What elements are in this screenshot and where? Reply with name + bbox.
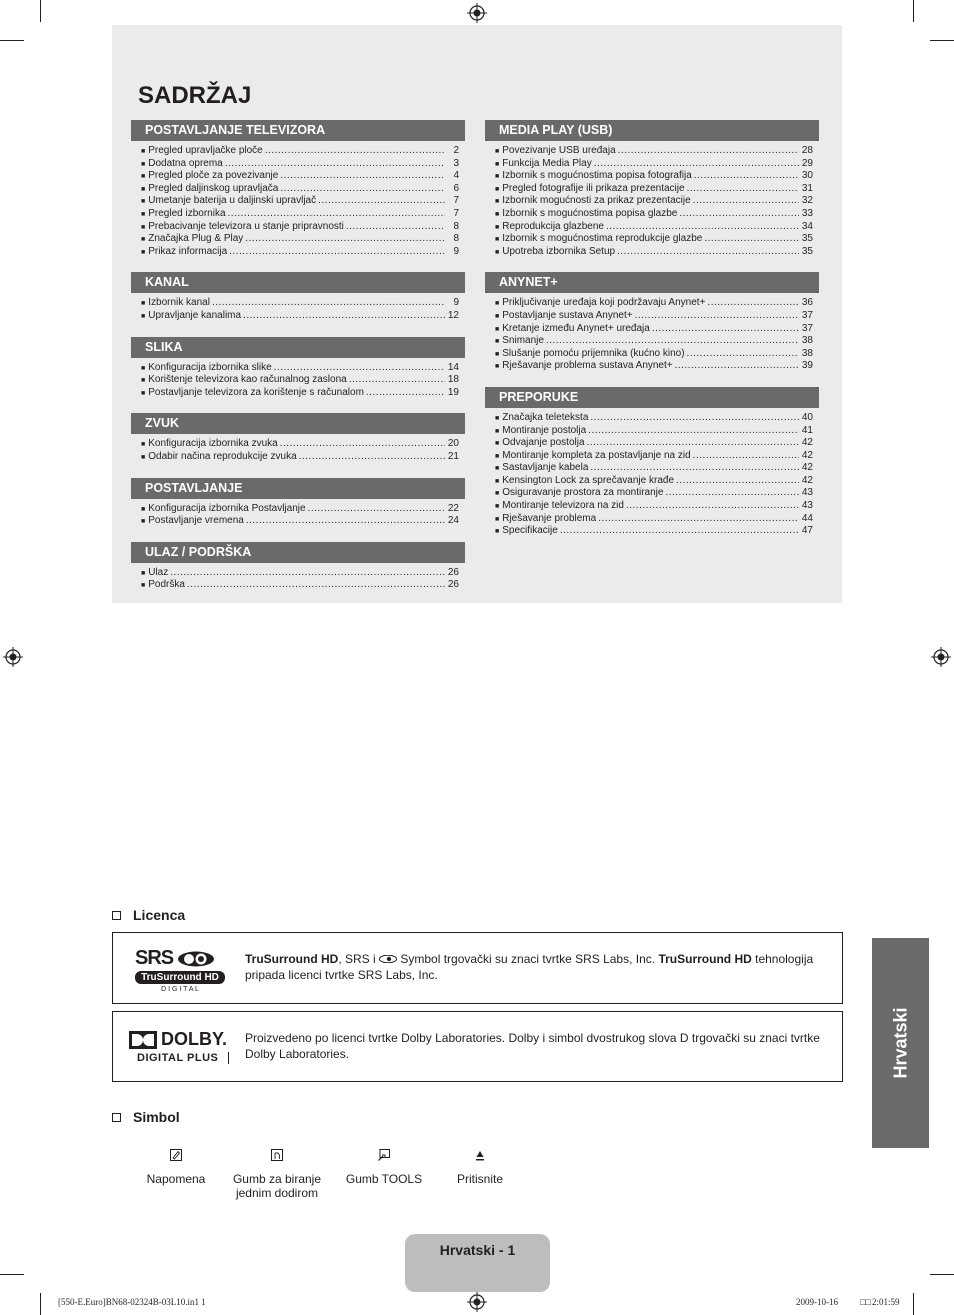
- dot-leader: [652, 323, 799, 336]
- toc-entry[interactable]: [485, 525, 819, 538]
- toc-section: [485, 272, 819, 381]
- toc-entry[interactable]: [485, 425, 819, 438]
- bullet-icon: ■: [495, 173, 500, 181]
- toc-entry-label: Postavljanje televizora za korištenje s računalom: [148, 386, 364, 398]
- dot-leader: [693, 195, 799, 208]
- bullet-icon: ■: [495, 440, 500, 448]
- bullet-icon: ■: [141, 377, 146, 385]
- symbol-tools-button: Gumb TOOLS: [340, 1148, 428, 1186]
- dot-leader: [606, 221, 799, 234]
- toc-entry[interactable]: [485, 233, 819, 246]
- dot-leader: [617, 246, 799, 259]
- footer-time-mark: □□: [860, 1297, 871, 1307]
- toc-entry-page: 9: [453, 245, 459, 257]
- toc-entry-label: Osiguravanje prostora za montiranje: [502, 487, 664, 499]
- bullet-icon: ■: [495, 338, 500, 346]
- language-side-tab: Hrvatski: [872, 938, 929, 1148]
- dot-leader: [212, 297, 445, 310]
- dot-leader: [170, 567, 445, 580]
- toc-entry-label: Izbornik kanal: [148, 297, 210, 309]
- toc-entry-page: 32: [801, 195, 813, 207]
- toc-entry[interactable]: [131, 208, 465, 221]
- bullet-icon: ■: [495, 198, 500, 206]
- dot-leader: [280, 170, 445, 183]
- bullet-icon: ■: [495, 160, 500, 168]
- toc-section-heading: POSTAVLJANJE: [131, 478, 465, 499]
- toc-section-heading: ZVUK: [131, 413, 465, 434]
- bullet-icon: ■: [141, 173, 146, 181]
- toc-entry[interactable]: [131, 515, 465, 528]
- toc-entry-page: 29: [801, 157, 813, 169]
- dot-leader: [618, 145, 799, 158]
- bullet-icon: ■: [141, 582, 146, 590]
- toc-entry-page: 42: [801, 437, 813, 449]
- toc-entry-label: Pregled ploče za povezivanje: [148, 170, 279, 182]
- bullet-icon: ■: [495, 503, 500, 511]
- press-icon: [473, 1148, 487, 1162]
- note-icon: [169, 1148, 183, 1162]
- toc-entry[interactable]: [485, 487, 819, 500]
- bullet-icon: ■: [141, 148, 146, 155]
- bullet-icon: ■: [495, 248, 500, 256]
- toc-entry-label: Izbornik mogućnosti za prikaz prezentacije: [502, 195, 691, 207]
- toc-entry-page: 31: [801, 182, 813, 194]
- toc-entry-page: 12: [447, 309, 459, 321]
- bullet-icon: ■: [495, 515, 500, 523]
- toc-entry[interactable]: [485, 513, 819, 526]
- registration-mark-icon: [3, 647, 23, 667]
- toc-entry[interactable]: [485, 221, 819, 234]
- toc-section-heading: ULAZ / PODRŠKA: [131, 542, 465, 563]
- toc-entry[interactable]: [131, 195, 465, 208]
- toc-entry-page: 8: [453, 220, 459, 232]
- toc-section: [131, 542, 465, 600]
- toc-entry-label: Kensington Lock za sprečavanje krađe: [502, 474, 675, 486]
- bullet-icon: ■: [495, 148, 500, 155]
- toc-entry[interactable]: [485, 450, 819, 463]
- toc-entry[interactable]: [485, 297, 819, 310]
- toc-entry-label: Konfiguracija izbornika zvuka: [148, 438, 278, 450]
- toc-entry[interactable]: [485, 310, 819, 323]
- bullet-icon: ■: [495, 427, 500, 435]
- srs-licence-box: [112, 932, 843, 1004]
- toc-entry[interactable]: [131, 579, 465, 592]
- toc-entry-label: Podrška: [148, 579, 185, 591]
- toc-entry-label: Funkcija Media Play: [502, 157, 592, 169]
- toc-entry-label: Reprodukcija glazbene: [502, 220, 604, 232]
- dot-leader: [590, 462, 799, 475]
- bullet-icon: ■: [141, 236, 146, 244]
- dot-leader: [245, 233, 445, 246]
- toc-entry-label: Pregled izbornika: [148, 207, 226, 219]
- toc-entry-label: Postavljanje sustava Anynet+: [502, 309, 633, 321]
- toc-entry-page: 26: [447, 579, 459, 591]
- dolby-double-d-icon: [129, 1031, 157, 1049]
- dot-leader: [635, 310, 799, 323]
- bullet-icon: ■: [495, 452, 500, 460]
- toc-entry-page: 37: [801, 322, 813, 334]
- toc-entry-label: Montiranje televizora na zid: [502, 500, 624, 512]
- toc-entry-page: 42: [801, 474, 813, 486]
- toc-entry-page: 2: [453, 145, 459, 156]
- toc-entry-label: Upravljanje kanalima: [148, 309, 242, 321]
- toc-entry-page: 36: [801, 297, 813, 309]
- toc-entry-label: Rješavanje problema sustava Anynet+: [502, 360, 673, 372]
- toc-entry-label: Izbornik s mogućnostima popisa fotografija: [502, 170, 692, 182]
- dot-leader: [560, 525, 799, 538]
- page-number: Hrvatski - 1: [439, 1242, 516, 1258]
- toc-section: [131, 337, 465, 408]
- toc-section-heading: SLIKA: [131, 337, 465, 358]
- toc-section: [131, 413, 465, 471]
- toc-entry[interactable]: [485, 462, 819, 475]
- toc-section: [485, 387, 819, 546]
- bullet-icon: ■: [141, 223, 146, 231]
- bullet-icon: ■: [141, 364, 146, 372]
- bullet-icon: ■: [141, 389, 146, 397]
- dot-leader: [187, 579, 445, 592]
- toc-entry-page: 37: [801, 309, 813, 321]
- dot-leader: [318, 195, 445, 208]
- toc-entry-label: Upotreba izbornika Setup: [502, 245, 616, 257]
- bullet-icon: ■: [495, 312, 500, 320]
- dot-leader: [676, 475, 799, 488]
- dot-leader: [229, 246, 445, 259]
- toc-section: [131, 120, 465, 266]
- one-touch-button-icon: [270, 1148, 284, 1162]
- bullet-icon: ■: [141, 160, 146, 168]
- dot-leader: [594, 158, 799, 171]
- dot-leader: [265, 145, 445, 158]
- toc-entry-label: Priključivanje uređaja koji podržavaju Anynet+: [502, 297, 706, 309]
- toc-entry-page: 24: [447, 515, 459, 527]
- bullet-icon: ■: [495, 350, 500, 358]
- dot-leader: [228, 208, 446, 221]
- toc-entry-label: Povezivanje USB uređaja: [502, 145, 616, 156]
- dot-leader: [280, 438, 445, 451]
- toc-entry-page: 42: [801, 462, 813, 474]
- dot-leader: [274, 362, 445, 375]
- toc-section-heading: POSTAVLJANJE TELEVIZORA: [131, 120, 465, 141]
- dot-leader: [587, 437, 799, 450]
- toc-entry-page: 7: [453, 195, 459, 207]
- toc-entry[interactable]: [485, 323, 819, 336]
- tools-button-icon: [377, 1148, 391, 1162]
- toc-entry-page: 8: [453, 233, 459, 245]
- dot-leader: [366, 387, 445, 400]
- toc-entry-label: Snimanje: [502, 335, 544, 347]
- toc-right-column: [485, 120, 819, 552]
- toc-entry-label: Montiranje kompleta za postavljanje na zid: [502, 449, 691, 461]
- toc-entry-page: 35: [801, 233, 813, 245]
- footer-time: 2:01:59: [872, 1297, 900, 1307]
- toc-entry[interactable]: [131, 158, 465, 171]
- toc-entry-label: Rješavanje problema: [502, 512, 597, 524]
- toc-entry[interactable]: [131, 567, 465, 580]
- toc-entry[interactable]: [485, 360, 819, 373]
- toc-entry-label: Slušanje pomoću prijemnika (kućno kino): [502, 347, 685, 359]
- toc-entry[interactable]: [485, 145, 819, 158]
- toc-entry[interactable]: [485, 412, 819, 425]
- toc-entry-page: 14: [447, 361, 459, 373]
- registration-mark-icon: [467, 3, 487, 23]
- toc-section-heading: ANYNET+: [485, 272, 819, 293]
- toc-entry-page: 26: [447, 566, 459, 578]
- toc-entry-label: Postavljanje vremena: [148, 515, 244, 527]
- toc-entry-label: Konfiguracija izbornika slike: [148, 361, 272, 373]
- toc-entry-page: 47: [801, 525, 813, 537]
- toc-entry-page: 3: [453, 157, 459, 169]
- toc-entry-page: 7: [453, 207, 459, 219]
- toc-entry-page: 28: [801, 145, 813, 156]
- toc-entry-label: Značajka Plug & Play: [148, 233, 244, 245]
- toc-entry-page: 38: [801, 335, 813, 347]
- toc-entry-label: Prikaz informacija: [148, 245, 228, 257]
- toc-entry-page: 18: [447, 374, 459, 386]
- dot-leader: [246, 515, 445, 528]
- bullet-icon: ■: [141, 300, 146, 308]
- dot-leader: [243, 310, 445, 323]
- registration-mark-icon: [467, 1292, 487, 1312]
- toc-section: [131, 272, 465, 330]
- bullet-icon: ■: [495, 363, 500, 371]
- toc-entry-label: Ulaz: [148, 566, 169, 578]
- bullet-icon: ■: [495, 236, 500, 244]
- bullet-icon: ■: [141, 185, 146, 193]
- bullet-icon: ■: [141, 569, 146, 577]
- bullet-icon: ■: [141, 248, 146, 256]
- bullet-icon: ■: [141, 505, 146, 513]
- toc-entry-page: 38: [801, 347, 813, 359]
- symbol-press: Pritisnite: [446, 1148, 514, 1186]
- toc-left-column: [131, 120, 465, 606]
- toc-entry[interactable]: [485, 158, 819, 171]
- toc-entry[interactable]: [131, 310, 465, 323]
- srs-symbol-icon: [379, 955, 397, 963]
- toc-section-heading: KANAL: [131, 272, 465, 293]
- toc-section: [131, 478, 465, 536]
- toc-entry-label: Izbornik s mogućnostima popisa glazbe: [502, 207, 678, 219]
- toc-entry-label: Umetanje baterija u daljinski upravljač: [148, 195, 317, 207]
- toc-entry-label: Odvajanje postolja: [502, 437, 585, 449]
- bullet-icon: ■: [141, 210, 146, 218]
- bullet-icon: ■: [495, 465, 500, 473]
- dot-leader: [687, 183, 799, 196]
- toc-entry-page: 21: [447, 450, 459, 462]
- registration-mark-icon: [931, 647, 951, 667]
- toc-entry-page: 35: [801, 245, 813, 257]
- toc-entry[interactable]: [131, 297, 465, 310]
- bullet-icon: ■: [495, 490, 500, 498]
- bullet-icon: ■: [495, 185, 500, 193]
- bullet-icon: ■: [141, 198, 146, 206]
- toc-section-heading: PREPORUKE: [485, 387, 819, 408]
- page-number-tab: [405, 1234, 550, 1292]
- dot-leader: [687, 348, 799, 361]
- bullet-icon: ■: [495, 300, 500, 308]
- toc-entry[interactable]: [131, 170, 465, 183]
- dot-leader: [665, 487, 799, 500]
- toc-entry[interactable]: [485, 335, 819, 348]
- bullet-icon: ■: [495, 325, 500, 333]
- srs-circle-symbol-icon: [177, 951, 215, 967]
- toc-entry[interactable]: [131, 387, 465, 400]
- toc-entry-page: 19: [447, 386, 459, 398]
- toc-entry-page: 6: [453, 182, 459, 194]
- toc-entry[interactable]: [131, 362, 465, 375]
- toc-entry[interactable]: [131, 503, 465, 516]
- toc-entry-page: 30: [801, 170, 813, 182]
- dot-leader: [280, 183, 445, 196]
- toc-entry-page: 34: [801, 220, 813, 232]
- srs-licence-text: TruSurround HD, SRS i Symbol trgovački su znaci tvrtke SRS Labs, Inc. TruSurround HD tehnologija pripada licenci tvrtke SRS Labs, Inc.: [245, 952, 814, 982]
- toc-entry[interactable]: [131, 451, 465, 464]
- toc-entry-label: Značajka teleteksta: [502, 411, 589, 423]
- dot-leader: [679, 208, 799, 221]
- dot-leader: [675, 360, 799, 373]
- bullet-icon: ■: [495, 223, 500, 231]
- toc-section-heading: MEDIA PLAY (USB): [485, 120, 819, 141]
- toc-entry[interactable]: [485, 437, 819, 450]
- toc-entry[interactable]: [131, 183, 465, 196]
- toc-entry[interactable]: [131, 438, 465, 451]
- footer-file-name: [550-E.Euro]BN68-02324B-03L10.in1 1: [58, 1297, 206, 1307]
- dot-leader: [308, 503, 445, 516]
- toc-entry-page: 20: [447, 438, 459, 450]
- toc-entry-label: Pregled fotografije ili prikaza prezentacije: [502, 182, 685, 194]
- toc-entry-label: Kretanje između Anynet+ uređaja: [502, 322, 650, 334]
- toc-entry-label: Specifikacije: [502, 525, 558, 537]
- toc-entry[interactable]: [131, 246, 465, 259]
- toc-entry-page: 40: [801, 411, 813, 423]
- toc-entry[interactable]: [485, 183, 819, 196]
- toc-entry[interactable]: [485, 348, 819, 361]
- page-title: SADRŽAJ: [138, 82, 252, 109]
- toc-entry-label: Odabir načina reprodukcije zvuka: [148, 450, 297, 462]
- toc-entry-page: 9: [453, 297, 459, 309]
- toc-entry[interactable]: [485, 475, 819, 488]
- bullet-icon: ■: [141, 441, 146, 449]
- dot-leader: [346, 221, 445, 234]
- toc-entry[interactable]: [485, 500, 819, 513]
- toc-entry[interactable]: [131, 233, 465, 246]
- dot-leader: [546, 335, 799, 348]
- toc-entry-page: 43: [801, 487, 813, 499]
- toc-entry[interactable]: [131, 221, 465, 234]
- symbol-one-touch-button: Gumb za biranje jednim dodirom: [226, 1148, 328, 1200]
- bullet-icon: ■: [495, 528, 500, 536]
- toc-entry[interactable]: [131, 374, 465, 387]
- toc-entry-page: 44: [801, 512, 813, 524]
- toc-entry[interactable]: [485, 246, 819, 259]
- dot-leader: [694, 170, 799, 183]
- dot-leader: [588, 425, 799, 438]
- dot-leader: [590, 412, 799, 425]
- dot-leader: [598, 513, 799, 526]
- dot-leader: [704, 233, 799, 246]
- toc-entry-label: Korištenje televizora kao računalnog zaslona: [148, 374, 347, 386]
- toc-entry-page: 4: [453, 170, 459, 182]
- bullet-icon: ■: [141, 453, 146, 461]
- bullet-icon: ■: [495, 210, 500, 218]
- dolby-licence-box: [112, 1011, 843, 1082]
- symbol-heading: Simbol: [112, 1109, 180, 1125]
- dolby-licence-text: Proizvedeno po licenci tvrtke Dolby Laboratories. Dolby i simbol dvostrukog slova D trgovački su znaci tvrtke Dolby Laboratories.: [245, 1031, 820, 1061]
- toc-entry-label: Montiranje postolja: [502, 424, 587, 436]
- bullet-icon: ■: [141, 518, 146, 526]
- dot-leader: [707, 297, 799, 310]
- srs-logo: SRS TruSurround HD D I G I T A L: [135, 947, 225, 993]
- dot-leader: [349, 374, 445, 387]
- bullet-icon: ■: [495, 414, 500, 422]
- toc-entry[interactable]: [485, 208, 819, 221]
- toc-entry-page: 43: [801, 500, 813, 512]
- toc-entry-page: 22: [447, 502, 459, 514]
- toc-section: [485, 120, 819, 266]
- toc-entry-label: Prebacivanje televizora u stanje pripravnosti: [148, 220, 344, 232]
- dolby-logo: DOLBY. DIGITAL PLUS: [129, 1029, 229, 1064]
- toc-entry-label: Pregled upravljačke ploče: [148, 145, 263, 156]
- toc-entry-page: 42: [801, 449, 813, 461]
- toc-entry[interactable]: [131, 145, 465, 158]
- toc-entry-label: Sastavljanje kabela: [502, 462, 589, 474]
- footer-date: 2009-10-16: [796, 1297, 838, 1307]
- dot-leader: [693, 450, 799, 463]
- dot-leader: [225, 158, 445, 171]
- bullet-icon: ■: [495, 477, 500, 485]
- toc-entry-page: 39: [801, 360, 813, 372]
- licence-heading: Licenca: [112, 907, 185, 923]
- toc-entry[interactable]: [485, 170, 819, 183]
- toc-entry-page: 41: [801, 424, 813, 436]
- toc-entry-label: Izbornik s mogućnostima reprodukcije glazbe: [502, 233, 703, 245]
- bullet-icon: ■: [141, 312, 146, 320]
- toc-entry-label: Pregled daljinskog upravljača: [148, 182, 279, 194]
- toc-entry-label: Konfiguracija izbornika Postavljanje: [148, 502, 306, 514]
- dot-leader: [626, 500, 799, 513]
- toc-entry-label: Dodatna oprema: [148, 157, 223, 169]
- symbol-note: Napomena: [136, 1148, 216, 1186]
- toc-entry-page: 33: [801, 207, 813, 219]
- dot-leader: [299, 451, 445, 464]
- toc-entry[interactable]: [485, 195, 819, 208]
